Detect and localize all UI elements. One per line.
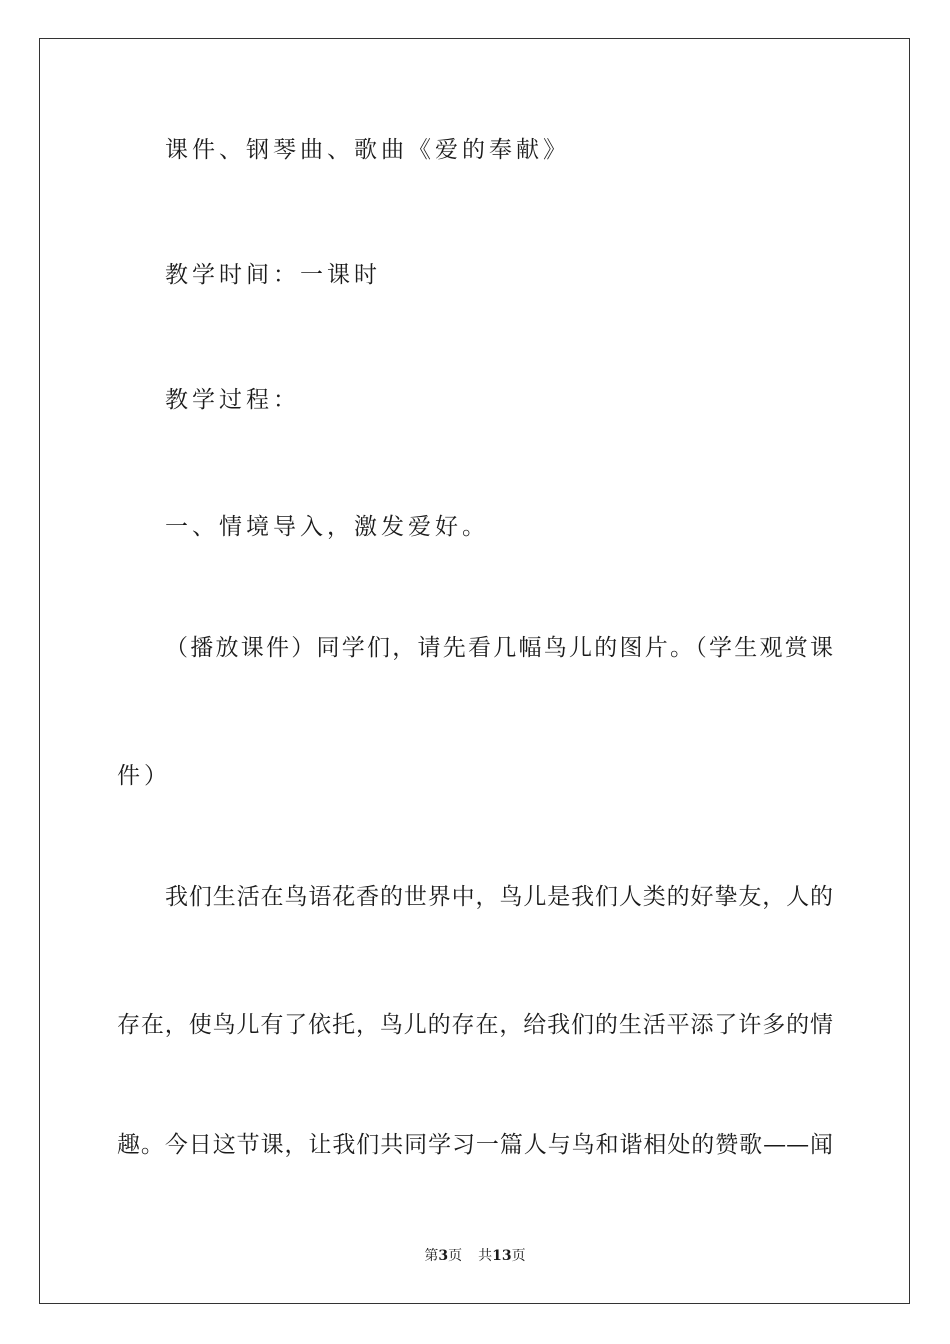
- page-number: 3: [438, 1248, 449, 1264]
- total-suffix: 页: [511, 1248, 526, 1264]
- materials-line: 课件、钢琴曲、歌曲《爱的奉献》: [165, 137, 570, 163]
- page-footer: [0, 1246, 950, 1266]
- page-border: [39, 38, 910, 1304]
- paragraph-line-2: 件）: [117, 763, 171, 789]
- total-pages: 13: [492, 1248, 512, 1264]
- page-prefix: 第: [424, 1248, 439, 1264]
- teaching-time-line: 教学时间：一课时: [165, 262, 381, 288]
- paragraph-line-1: （播放课件）同学们，请先看几幅鸟儿的图片。（学生观赏课: [165, 635, 833, 661]
- total-prefix: 共: [478, 1248, 493, 1264]
- page-suffix: 页: [448, 1248, 463, 1264]
- paragraph-line-5: 趣。今日这节课，让我们共同学习一篇人与鸟和谐相处的赞歌——闻: [117, 1132, 833, 1158]
- paragraph-line-4: 存在，使鸟儿有了依托，鸟儿的存在，给我们的生活平添了许多的情: [117, 1012, 833, 1038]
- teaching-process-heading: 教学过程：: [165, 387, 300, 413]
- paragraph-line-3: 我们生活在鸟语花香的世界中，鸟儿是我们人类的好挚友，人的: [165, 884, 833, 910]
- section-one-heading: 一、情境导入，激发爱好。: [165, 514, 489, 540]
